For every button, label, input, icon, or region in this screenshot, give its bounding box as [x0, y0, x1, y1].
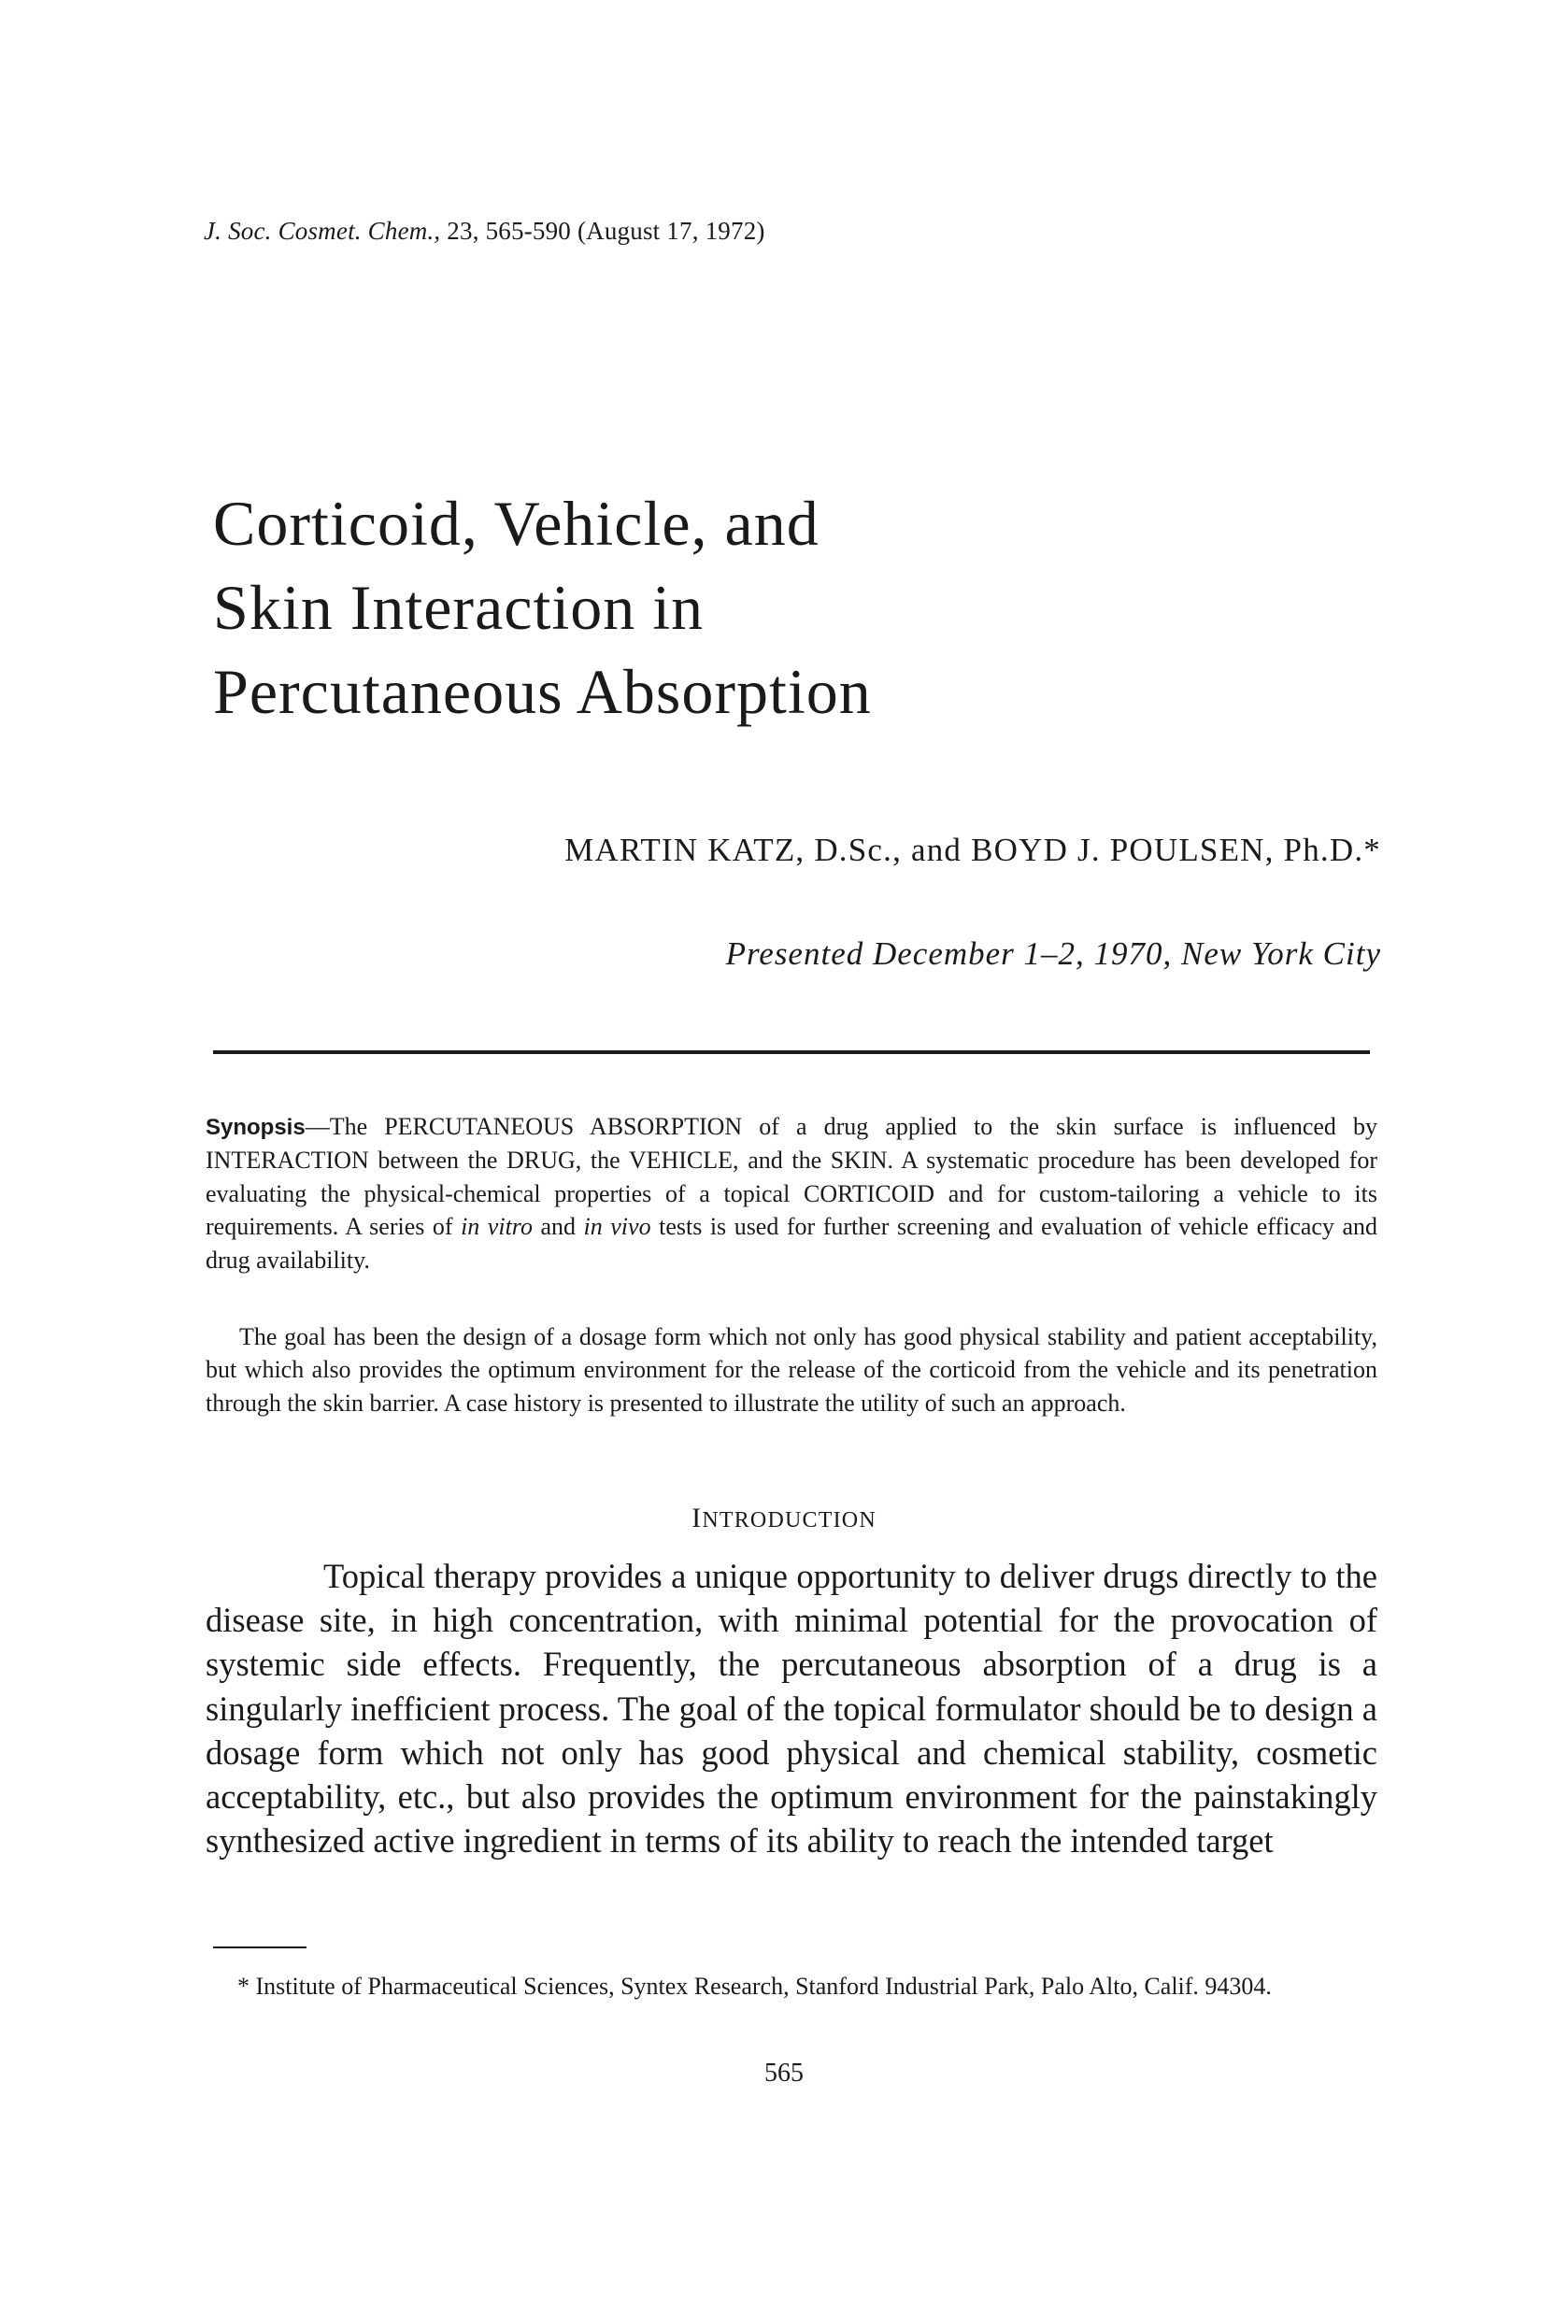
- running-head: [204, 217, 765, 246]
- section-heading-introduction: [0, 1503, 1568, 1534]
- journal-name: J. Soc. Cosmet. Chem.,: [204, 217, 441, 245]
- synopsis-paragraph-1: [206, 1110, 1377, 1276]
- citation: 23, 565-590 (August 17, 1972): [440, 217, 765, 245]
- synopsis-in-vivo: in vivo: [583, 1213, 651, 1241]
- synopsis-in-vitro: in vitro: [461, 1213, 533, 1241]
- article-title: [213, 481, 872, 734]
- introduction-paragraph: Topical therapy provides a unique opportunity to deliver drugs directly to the disease site, in high concentration, with minimal potential for the provocation of systemic side effects. Frequently, the percutaneous absorption of a drug is a singularly inefficient process. The goal of the topical formulator should be to design a dosage form which not only has good physical and chemical stability, cosmetic acceptability, etc., but also provides the optimum environment for the painstakingly synthesized active ingredient in terms of its ability to reach the intended target: [206, 1557, 1377, 1861]
- synopsis-label: Synopsis: [206, 1115, 306, 1140]
- synopsis-and: and: [532, 1213, 584, 1241]
- footnote-rule: [213, 1946, 306, 1948]
- title-rule: [213, 1050, 1370, 1054]
- title-line-1: Corticoid, Vehicle, and: [213, 488, 820, 559]
- section-heading-rest: NTRODUCTION: [702, 1508, 877, 1533]
- footnote: * Institute of Pharmaceutical Sciences, Syntex Research, Stanford Industrial Park, Palo Alto, Calif. 94304.: [237, 1973, 1272, 2000]
- section-heading-initial: I: [691, 1503, 703, 1533]
- presented-line: Presented December 1–2, 1970, New York City: [725, 935, 1381, 972]
- authors: MARTIN KATZ, D.Sc., and BOYD J. POULSEN, Ph.D.*: [564, 832, 1381, 868]
- synopsis-paragraph-2: The goal has been the design of a dosage form which not only has good physical stability and patient acceptability, but which also provides the optimum environment for the release of the corticoid from the vehicle and its penetration through the skin barrier. A case history is presented to illustrate the utility of such an approach.: [206, 1323, 1377, 1417]
- synopsis-text: —The PERCUTANEOUS ABSORPTION of a drug applied to the skin surface is influenced by INTERACTION between the DRUG, the VEHICLE, and the SKIN. A systematic procedure has been developed for evaluating the physical-chemical properties of a topical CORTICOID and for custom-tailoring a vehicle to its requirements. A series of: [206, 1113, 1377, 1241]
- synopsis-text-end: tests is used for further screening and evaluation of vehicle efficacy and drug availability.: [206, 1213, 1377, 1274]
- title-line-2: Skin Interaction in: [213, 572, 705, 643]
- title-line-3: Percutaneous Absorption: [213, 656, 872, 727]
- page-number: 565: [764, 2059, 804, 2088]
